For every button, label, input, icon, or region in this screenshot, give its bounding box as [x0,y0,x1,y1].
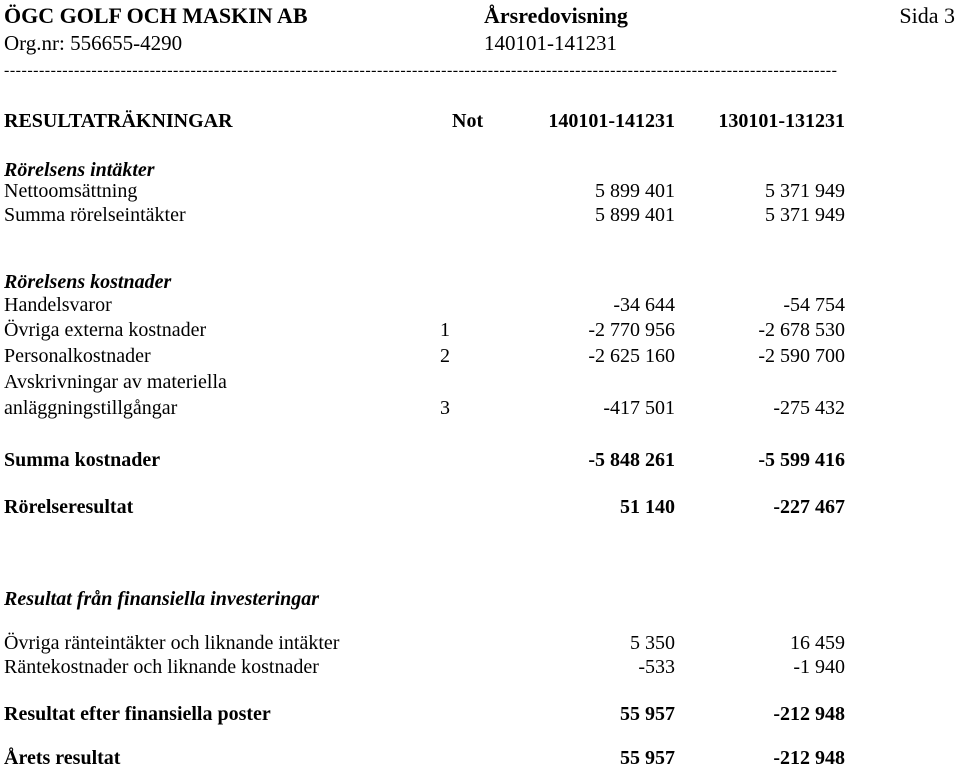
row-label: Rörelseresultat [4,496,134,518]
row-note: 2 [440,345,450,367]
column-header-not: Not [452,110,484,132]
row-value-previous: -275 432 [773,397,845,419]
header-separator: ----------------------------------------------------------------------------------------------------------------------------------------------- [4,62,838,79]
row-value-previous: -227 467 [773,496,845,518]
row-label: Resultat efter finansiella poster [4,703,271,725]
row-label: Räntekostnader och liknande kostnader [4,656,319,678]
row-value-current: 5 899 401 [595,204,675,226]
row-value-previous: 5 371 949 [765,204,845,226]
row-label-line2: anläggningstillgångar [4,397,178,419]
row-value-previous: -212 948 [773,703,845,725]
row-value-previous: -54 754 [783,294,845,316]
section-heading-intakter: Rörelsens intäkter [4,159,155,181]
row-value-current: 5 350 [630,632,675,654]
row-label: Personalkostnader [4,345,151,367]
table-title: RESULTATRÄKNINGAR [4,110,233,132]
row-label: Årets resultat [4,747,121,769]
row-value-current: 55 957 [620,747,675,769]
row-label: Övriga ränteintäkter och liknande intäkter [4,632,340,654]
row-label-line1: Avskrivningar av materiella [4,371,227,393]
row-value-current: -2 625 160 [588,345,675,367]
row-label: Övriga externa kostnader [4,319,207,341]
row-value-current: 5 899 401 [595,180,675,202]
row-label: Handelsvaror [4,294,112,316]
org-number: Org.nr: 556655-4290 [4,31,183,55]
row-note: 1 [440,319,450,341]
row-value-previous: 16 459 [790,632,845,654]
row-value-previous: -212 948 [773,747,845,769]
row-value-current: -34 644 [613,294,675,316]
row-value-current: -533 [638,656,675,678]
row-value-current: -2 770 956 [588,319,675,341]
row-label: Summa kostnader [4,449,161,471]
section-heading-finansiella: Resultat från finansiella investeringar [4,588,320,610]
row-value-previous: -2 678 530 [758,319,845,341]
row-label: Summa rörelseintäkter [4,204,186,226]
row-value-current: -417 501 [603,397,675,419]
column-header-current: 140101-141231 [548,110,675,132]
row-value-current: 55 957 [620,703,675,725]
page-number: Sida 3 [899,3,955,28]
section-heading-kostnader: Rörelsens kostnader [4,271,172,293]
row-note: 3 [440,397,450,419]
row-value-previous: 5 371 949 [765,180,845,202]
column-header-previous: 130101-131231 [718,110,845,132]
row-value-previous: -1 940 [793,656,845,678]
row-value-previous: -5 599 416 [758,449,845,471]
row-value-current: 51 140 [620,496,675,518]
row-value-current: -5 848 261 [588,449,675,471]
document-title: Årsredovisning [484,3,628,28]
row-label: Nettoomsättning [4,180,138,202]
company-name: ÖGC GOLF OCH MASKIN AB [4,3,308,28]
row-value-previous: -2 590 700 [758,345,845,367]
period: 140101-141231 [484,31,617,55]
